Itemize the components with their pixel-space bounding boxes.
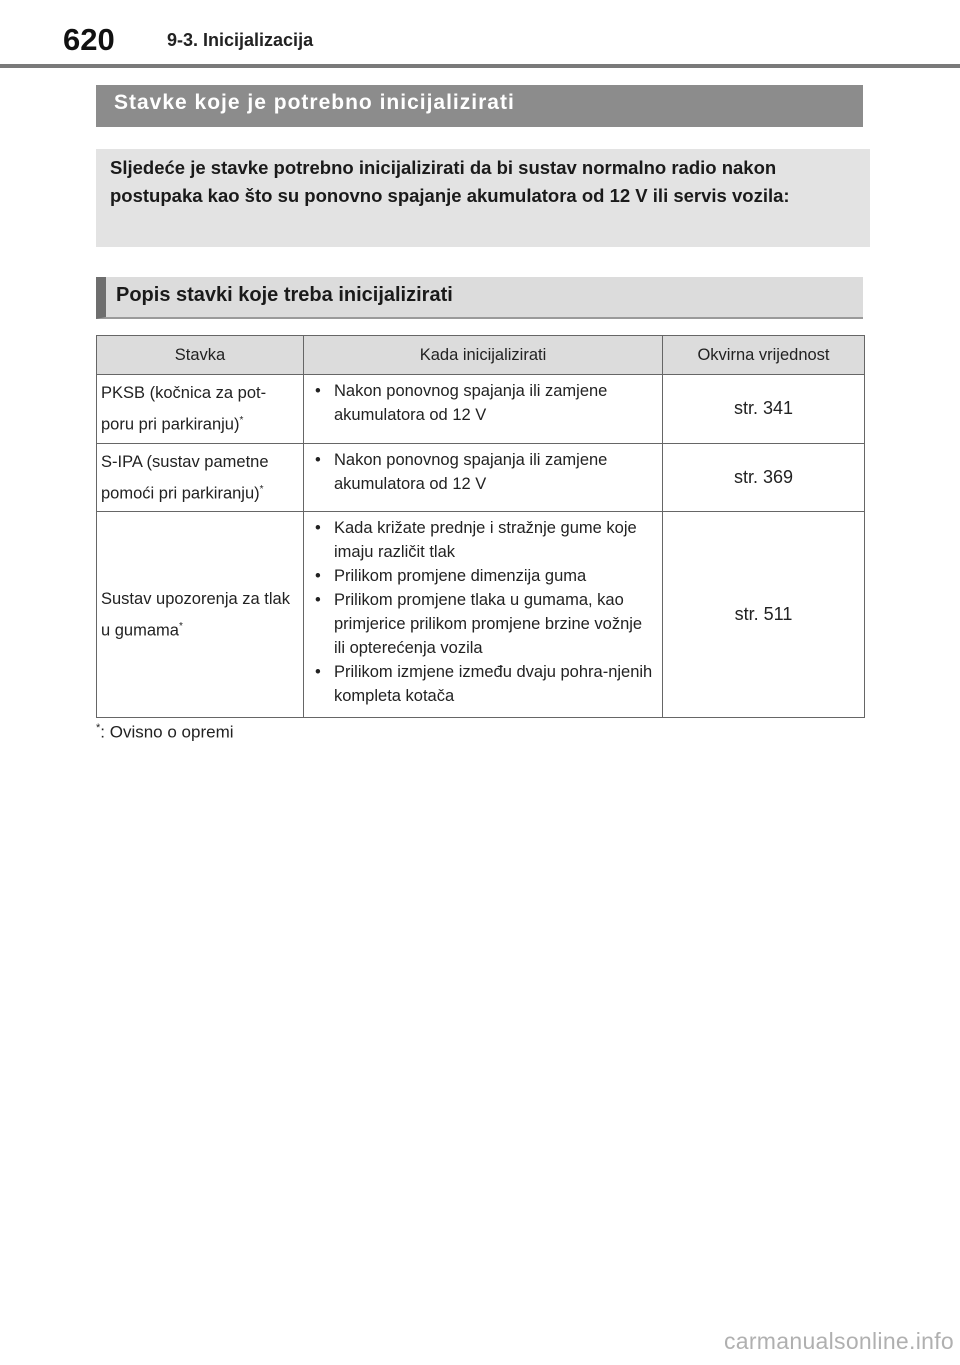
reference-cell: str. 511	[663, 512, 865, 718]
section-banner	[96, 85, 863, 127]
footnote-mark: *	[178, 620, 183, 632]
subheading	[96, 277, 863, 319]
table-row	[97, 512, 865, 718]
footnote-mark: *	[259, 483, 264, 495]
column-header-item: Stavka	[97, 336, 304, 375]
footnote-text: : Ovisno o opremi	[100, 722, 234, 742]
item-name: S-IPA (sustav pametne pomoći pri parkiranju)	[101, 452, 269, 502]
chapter-title: 9-3. Inicijalizacija	[167, 30, 314, 50]
column-header-reference: Okvirna vrijednost	[663, 336, 865, 375]
subheading-title: Popis stavki koje treba inicijalizirati	[116, 284, 453, 306]
intro-box	[96, 149, 870, 247]
item-cell	[97, 443, 304, 512]
header-rule	[0, 64, 960, 68]
reference-cell: str. 369	[663, 443, 865, 512]
condition-list	[314, 379, 656, 427]
page-number: 620	[63, 22, 115, 57]
column-header-when: Kada inicijalizirati	[304, 336, 663, 375]
condition-item: • Kada križate prednje i stražnje gume koje imaju različit tlak	[314, 516, 656, 564]
condition-item: • Nakon ponovnog spajanja ili zamjene akumulatora od 12 V	[314, 379, 656, 427]
section-title: Stavke koje je potrebno inicijalizirati	[114, 91, 515, 114]
condition-list	[314, 516, 656, 708]
when-cell	[304, 512, 663, 718]
condition-item: • Prilikom izmjene između dvaju pohra-njenih kompleta kotača	[314, 660, 656, 708]
item-name: PKSB (kočnica za pot-poru pri parkiranju)	[101, 384, 267, 434]
condition-item: • Prilikom promjene dimenzija guma	[314, 564, 656, 588]
when-cell	[304, 375, 663, 444]
footnote-mark: *	[96, 722, 101, 734]
initialization-table	[96, 335, 865, 718]
condition-item: • Nakon ponovnog spajanja ili zamjene akumulatora od 12 V	[314, 448, 656, 496]
table-header-row	[97, 336, 865, 375]
item-name: Sustav upozorenja za tlak u gumama	[101, 589, 290, 640]
item-cell	[97, 512, 304, 718]
condition-item: • Prilikom promjene tlaka u gumama, kao primjerice prilikom promjene brzine vožnje ili opterećenja vozila	[314, 588, 656, 660]
page-header	[0, 0, 960, 70]
table-row	[97, 375, 865, 444]
when-cell	[304, 443, 663, 512]
footnote	[96, 722, 234, 743]
watermark: carmanualsonline.info	[723, 1328, 954, 1354]
reference-cell: str. 341	[663, 375, 865, 444]
intro-text: Sljedeće je stavke potrebno inicijalizirati da bi sustav normalno radio nakon postupaka kao što su ponovno spajanje akumulatora od 12 V ili servis vozila:	[110, 157, 790, 206]
item-cell	[97, 375, 304, 444]
footnote-mark: *	[239, 415, 244, 426]
condition-list	[314, 448, 656, 496]
table-row	[97, 443, 865, 512]
